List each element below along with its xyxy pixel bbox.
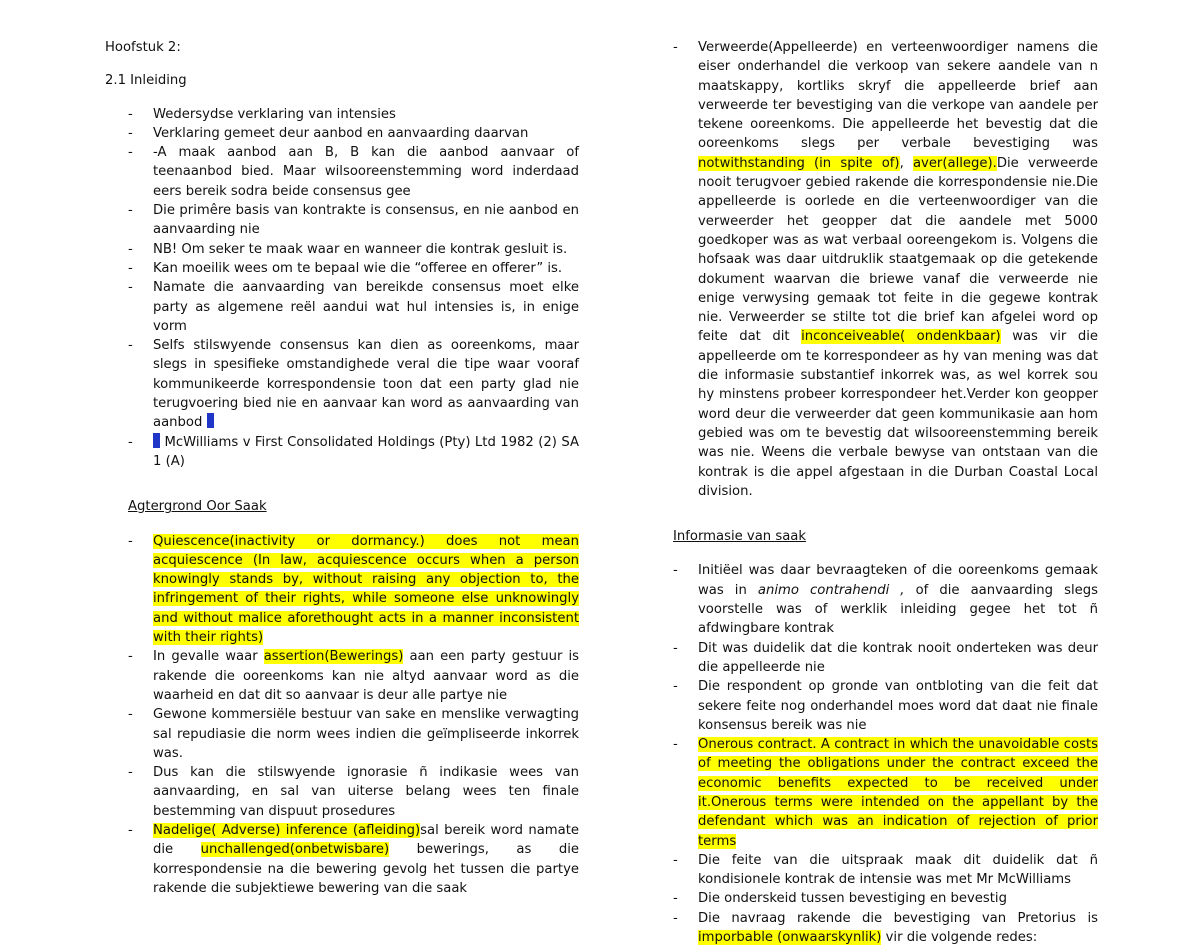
text-run: of die aanvaarding slegs voorstelle was of werklik inleiding gegee het tot ñ afdwingbare kontrak xyxy=(698,582,1098,637)
section-title-case-info: Informasie van saak xyxy=(673,529,807,545)
list-item: - Kan moeilik wees om te bepaal wie die “offeree en offerer” is. xyxy=(105,259,579,278)
list-item xyxy=(650,561,1098,638)
highlighted-text: aver(allege). xyxy=(912,155,997,171)
right-column xyxy=(650,38,1098,947)
list-item: - Die onderskeid tussen bevestiging en bevestig xyxy=(650,889,1098,908)
highlighted-text: assertion(Bewerings) xyxy=(263,649,404,665)
text-run: , xyxy=(899,155,913,171)
list-item xyxy=(650,38,1098,501)
list-item xyxy=(105,647,579,705)
text-run: Die navraag rakende die bevestiging van Pretorius is xyxy=(698,910,1098,926)
text-run: Initiëel was daar bevraagteken of die ooreenkoms gemaak was in xyxy=(698,563,1098,598)
highlighted-text: unchallenged(onbetwisbare) xyxy=(200,842,390,858)
intro-list xyxy=(105,105,579,472)
list-item: - Dit was duidelik dat die kontrak nooit onderteken was deur die appelleerde nie xyxy=(650,639,1098,678)
text-run: sal bereik word namate die xyxy=(153,822,579,858)
highlighted-text: notwithstanding (in spite of) xyxy=(698,155,900,171)
section-heading: 2.1 Inleiding xyxy=(105,73,187,89)
text-run: bewerings, as die korrespondensie na die bewering gevolg het tussen die partye rakende die subjektiewe bewering van die saak xyxy=(153,842,580,896)
list-item: - Namate die aanvaarding van bereikde consensus moet elke party as algemene reël aandui wat hul intensies is, in enige vorm xyxy=(105,278,579,336)
text-run: aan een party gestuur is rakende die ooreenkoms kan nie altyd aanvaar word as die waarheid en dat dit so aanvaar is deur alle partye nie xyxy=(153,649,579,703)
list-item xyxy=(650,909,1098,947)
case-reference-text: McWilliams v First Consolidated Holdings (Pty) Ltd 1982 (2) SA 1 (A) xyxy=(153,434,579,469)
list-item xyxy=(105,336,579,432)
list-item: - Die feite van die uitspraak maak dit duidelik dat ñ kondisionele kontrak de intensie was met Mr McWilliams xyxy=(650,851,1098,890)
text-cursor-marker xyxy=(207,413,214,428)
selection-marker xyxy=(153,433,160,448)
italic-text: animo contrahendi , xyxy=(757,582,905,598)
list-item: - Dus kan die stilswyende ignorasie ñ indikasie wees van aanvaarding, en sal van uiterse belang wees ten finale bestemming van dispuut prosedures xyxy=(105,763,579,821)
chapter-heading: Hoofstuk 2: xyxy=(105,40,181,55)
highlighted-text: Nadelige( Adverse) inference (afleiding) xyxy=(153,822,421,838)
text-run: In gevalle waar xyxy=(153,649,264,665)
background-list xyxy=(105,532,579,899)
case-reference xyxy=(105,433,579,472)
text-run: Verweerde(Appelleerde) en verteenwoordiger namens die eiser onderhandel die verkoop van sekere aandele van n maatskappy, kortliks skryf die appelleerde brief aan verweerde ter bevestiging van die verkope van aandele per tekene ooreenkoms. Die appelleerde het bevestig dat die ooreenkoms slegs per verbale bevestiging was xyxy=(698,40,1098,152)
list-item: - -A maak aanbod aan B, B kan die aanbod aanvaar of teenaanbod bied. Maar wilsooreenstemming word inderdaad eers bereik sodra beide consensus gee xyxy=(105,143,579,201)
list-item: - NB! Om seker te maak waar en wanneer die kontrak gesluit is. xyxy=(105,240,579,259)
highlighted-text: Quiescence(inactivity or dormancy.) does not mean acquiescence (In law, acquiescence occurs when a person knowingly stands by, without raising any objection to, the infringement of their rights, while someone else unknowingly and without malice aforethought acts in a manner inconsistent with their rights) xyxy=(153,533,579,646)
list-item-text: Selfs stilswyende consensus kan dien as ooreenkoms, maar slegs in spesifieke omstandighede veral die tipe waar vooraf kommunikeerde korrespondensie toon dat een party glad nie terugvoering bied nie en aanvaar kan word as aanvaarding van aanbod xyxy=(153,338,579,431)
highlighted-text: imporbable (onwaarskynlik) xyxy=(698,930,882,946)
list-item: - Die respondent op gronde van ontbloting van die feit dat sekere feite nog onderhandel moes word dat daat nie finale konsensus bereik was nie xyxy=(650,677,1098,735)
list-item xyxy=(105,532,579,648)
list-item xyxy=(105,821,579,898)
section-title-background: Agtergrond Oor Saak xyxy=(128,499,267,515)
case-info-list xyxy=(650,561,1098,947)
text-run: was vir die appelleerde om te korrespondeer as hy van mening was dat die informasie substantief inkorrek was, as wel korrek sou hy minstens probeer korrespondeer het.Verder kon geopper word deur die verweerder dat geen kommunikasie aan hom gebied was om te bevestig dat wilsooreenstemming bereik was nie. Weens die verbale bewyse van ontstaan van die kontrak is die appel afgestaan in die Durban Coastal Local division. xyxy=(698,329,1099,499)
text-run: Die verweerde nooit terugvoer gebied rakende die korrespondensie nie.Die appelleerde is oorlede en die verteenwoordiger van die verweerder het geopper dat die aandele met 5000 goedkoper was as wat verbaal ooreengekom is. Volgens die hofsaak was daar uitdruklik staatgemaak op die getekende dokument waarvan die briewe vanaf die verweerde nie enige verwysing gemaak tot feite in die gegewe kontrak nie. Verweerder se stilte tot die brief kan afgelei word op feite dat dit xyxy=(698,155,1098,345)
facts-list xyxy=(650,38,1098,501)
left-column xyxy=(105,38,579,898)
highlighted-text: inconceiveable( ondenkbaar) xyxy=(801,329,1001,345)
list-item: - Die primêre basis van kontrakte is consensus, en nie aanbod en aanvaarding nie xyxy=(105,201,579,240)
text-run: vir die volgende redes: xyxy=(881,930,1038,946)
list-item: - Verklaring gemeet deur aanbod en aanvaarding daarvan xyxy=(105,124,579,143)
list-item xyxy=(650,735,1098,851)
list-item: - Wedersydse verklaring van intensies xyxy=(105,105,579,124)
highlighted-text: Onerous contract. A contract in which the unavoidable costs of meeting the obligations under the contract exceed the economic benefits expected to be received under it.Onerous terms were intended on the appellant by the defendant which was an indication of rejection of prior terms xyxy=(698,737,1098,849)
list-item: - Gewone kommersiële bestuur van sake en menslike verwagting sal repudiasie die norm wees indien die geïmpliseerde inkorrek was. xyxy=(105,705,579,763)
